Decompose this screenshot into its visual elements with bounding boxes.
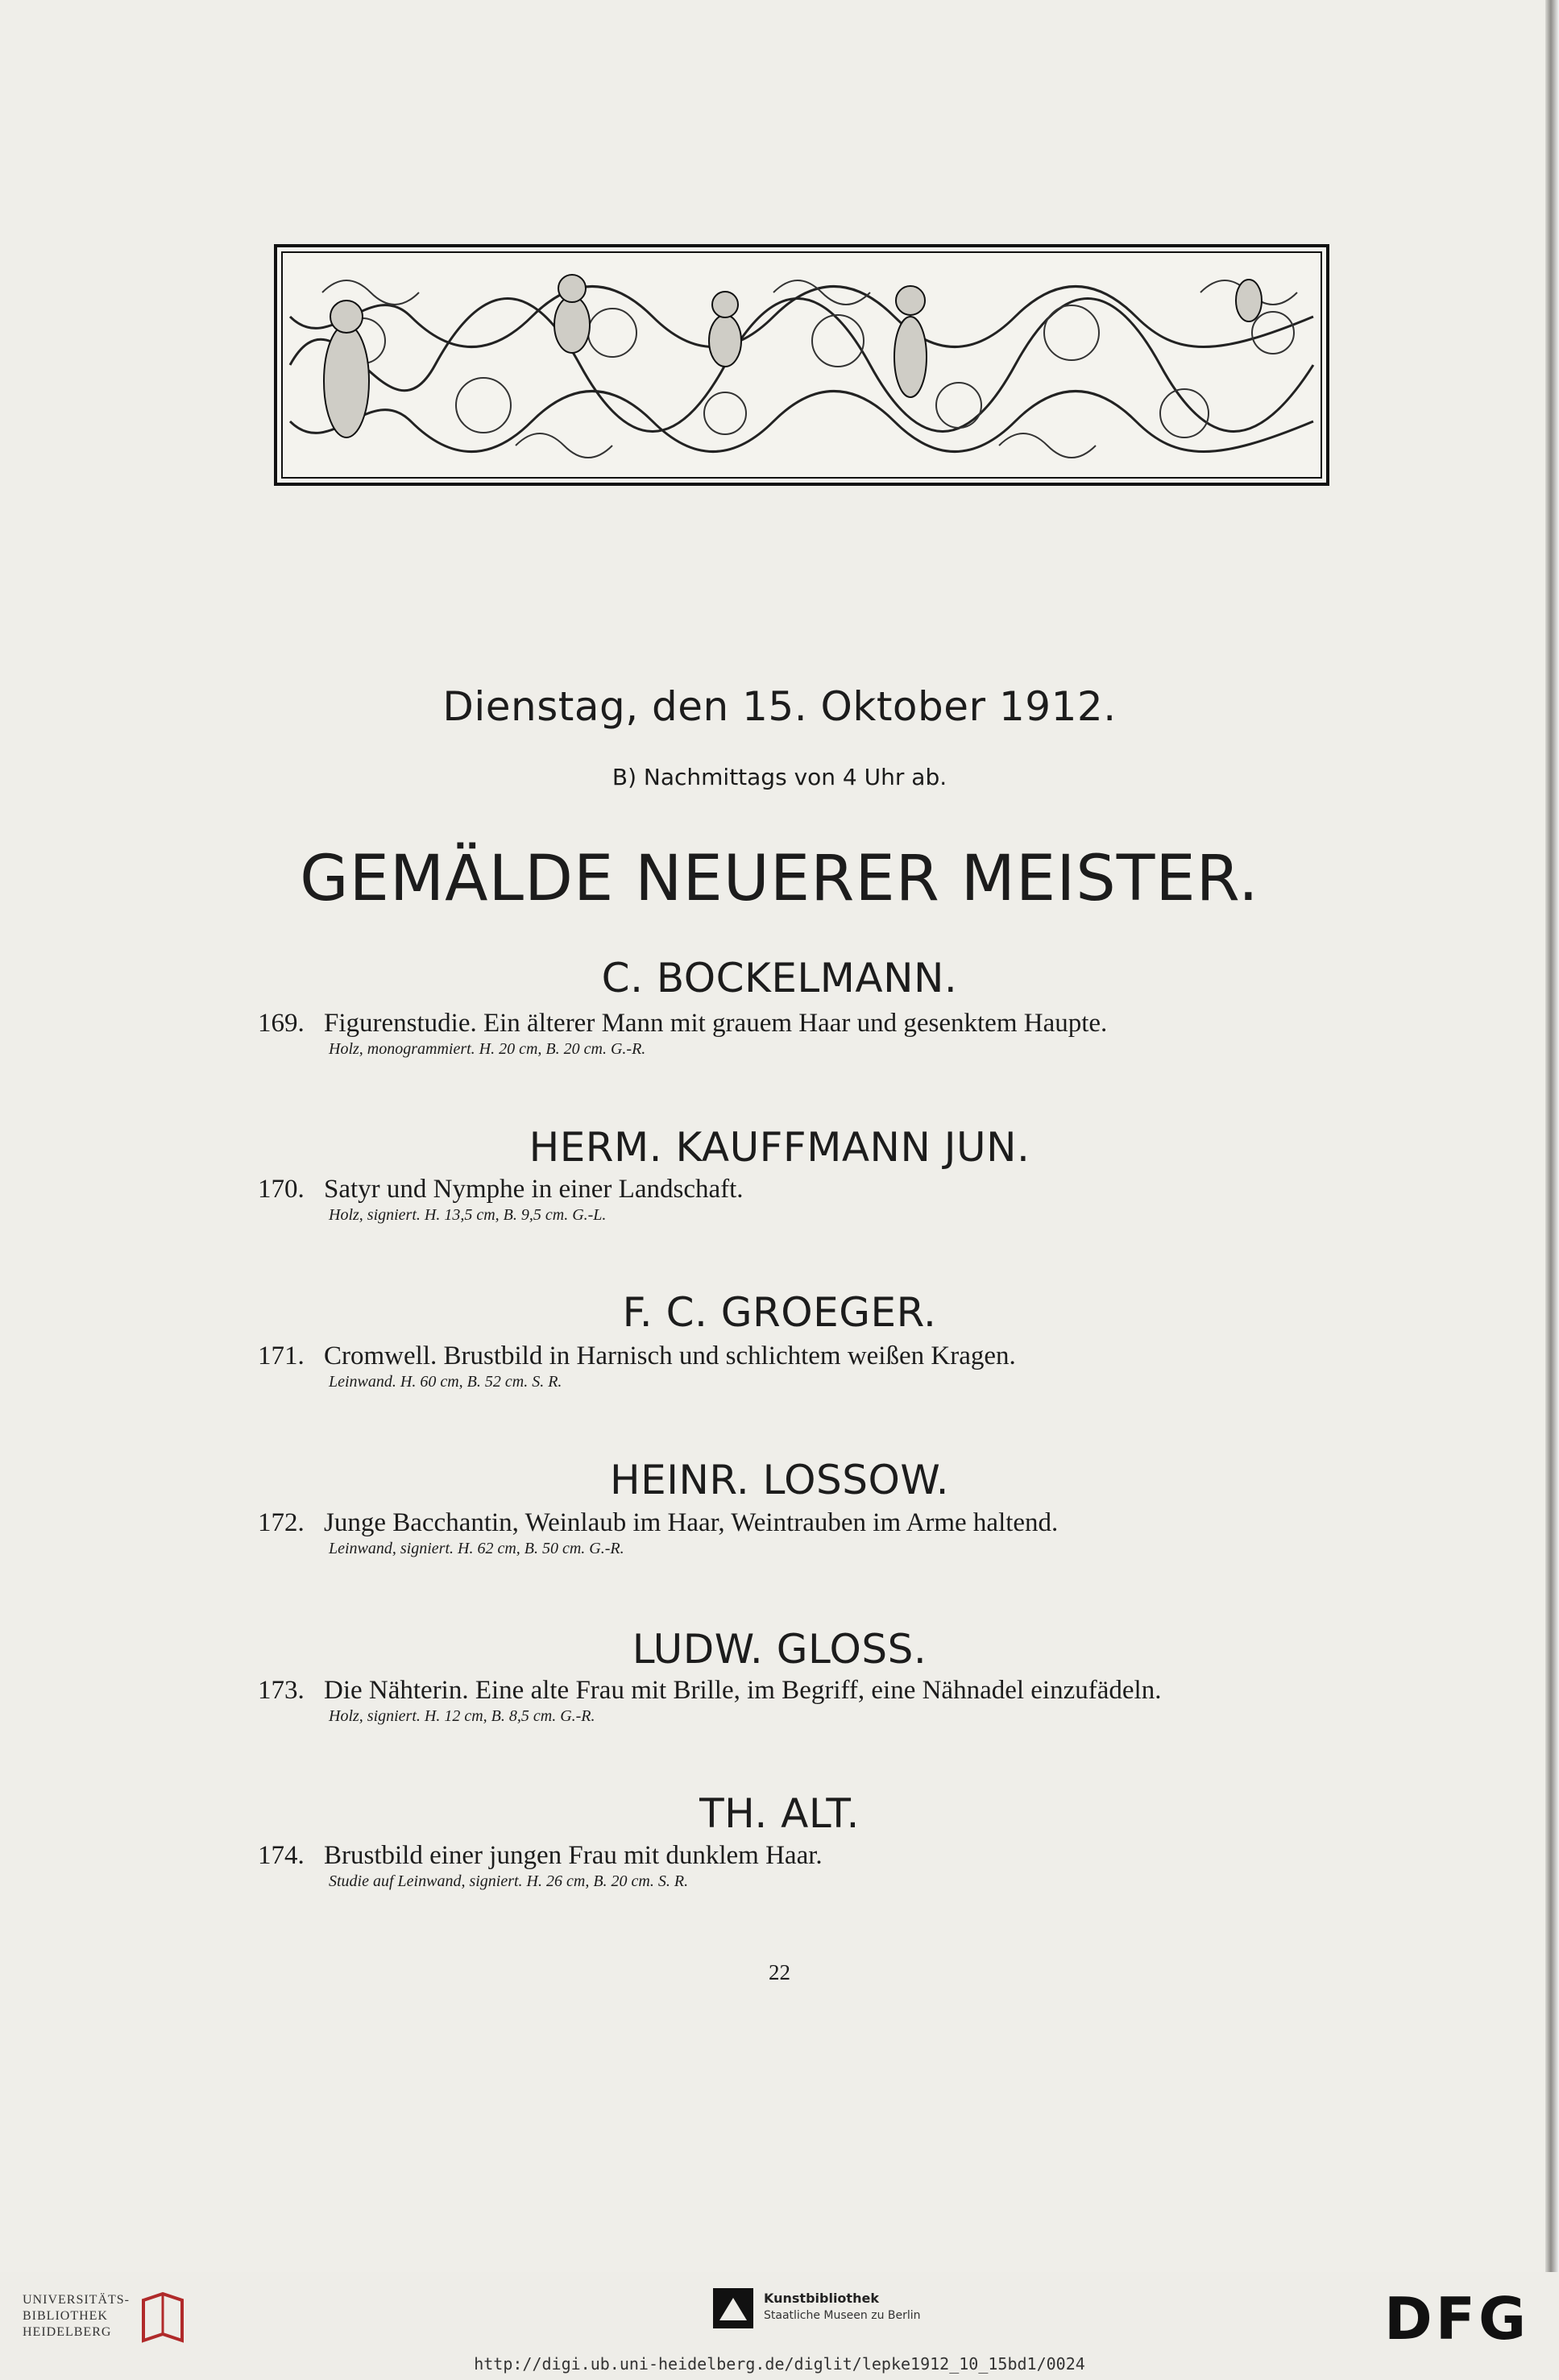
artist-name: HERM. KAUFFMANN JUN. [529, 1124, 1030, 1171]
auction-date-heading: Dienstag, den 15. Oktober 1912. [442, 683, 1117, 730]
lot-entry [258, 1009, 1370, 1059]
artist-name: TH. ALT. [699, 1790, 860, 1837]
university-line: UNIVERSITÄTS- [23, 2293, 130, 2307]
session-subheading: B) Nachmittags von 4 Uhr ab. [612, 764, 947, 790]
artist-name: C. BOCKELMANN. [601, 955, 958, 1001]
artist-name: F. C. GROEGER. [622, 1289, 937, 1336]
lot-description: Junge Bacchantin, Weinlaub im Haar, Weintrauben im Arme haltend. [324, 1508, 1059, 1537]
lot-number: 174. [258, 1841, 305, 1870]
library-name[interactable]: Kunstbibliothek [764, 2291, 879, 2306]
lot-number: 171. [258, 1341, 305, 1370]
lot-detail: Holz, monogrammiert. H. 20 cm, B. 20 cm. G.-R. [329, 1040, 646, 1058]
lot-number: 169. [258, 1009, 305, 1038]
lot-entry [258, 1341, 1370, 1391]
university-line: HEIDELBERG [23, 2325, 112, 2339]
lot-number: 170. [258, 1175, 305, 1204]
ornamental-border-image [274, 244, 1329, 486]
lot-detail: Holz, signiert. H. 12 cm, B. 8,5 cm. G.-R. [329, 1707, 595, 1725]
dfg-logo[interactable]: DFG [1384, 2285, 1530, 2353]
lot-entry [258, 1175, 1370, 1225]
lot-number: 173. [258, 1676, 305, 1705]
artist-name: HEINR. LOSSOW. [610, 1457, 949, 1503]
lot-detail: Leinwand. H. 60 cm, B. 52 cm. S. R. [329, 1373, 562, 1391]
lot-detail: Studie auf Leinwand, signiert. H. 26 cm, B. 20 cm. S. R. [329, 1872, 689, 1890]
university-line: BIBLIOTHEK [23, 2309, 108, 2323]
page-url[interactable]: http://digi.ub.uni-heidelberg.de/diglit/lepke1912_10_15bd1/0024 [474, 2354, 1085, 2374]
lot-description: Satyr und Nymphe in einer Landschaft. [324, 1175, 744, 1204]
lot-number: 172. [258, 1508, 305, 1537]
university-library-mark-icon [139, 2291, 187, 2347]
lot-entry [258, 1676, 1370, 1726]
page-number: 22 [769, 1960, 790, 1984]
lot-description: Die Nähterin. Eine alte Frau mit Brille, im Begriff, eine Nähnadel einzufädeln. [324, 1676, 1162, 1705]
lot-description: Figurenstudie. Ein älterer Mann mit grauem Haar und gesenktem Haupte. [324, 1009, 1108, 1038]
artist-name: LUDW. GLOSS. [632, 1626, 927, 1673]
lot-detail: Holz, signiert. H. 13,5 cm, B. 9,5 cm. G.-L. [329, 1206, 607, 1224]
lot-description: Cromwell. Brustbild in Harnisch und schlichtem weißen Kragen. [324, 1341, 1016, 1370]
lot-entry [258, 1841, 1370, 1891]
lot-description: Brustbild einer jungen Frau mit dunklem Haar. [324, 1841, 823, 1870]
section-title: GEMÄLDE NEUERER MEISTER. [300, 843, 1259, 915]
university-library-logo[interactable] [23, 2292, 130, 2341]
library-subtitle: Staatliche Museen zu Berlin [764, 2309, 921, 2322]
lot-detail: Leinwand, signiert. H. 62 cm, B. 50 cm. G.-R. [329, 1540, 624, 1557]
kunstbibliothek-mark-icon [713, 2288, 753, 2328]
lot-entry [258, 1508, 1370, 1558]
